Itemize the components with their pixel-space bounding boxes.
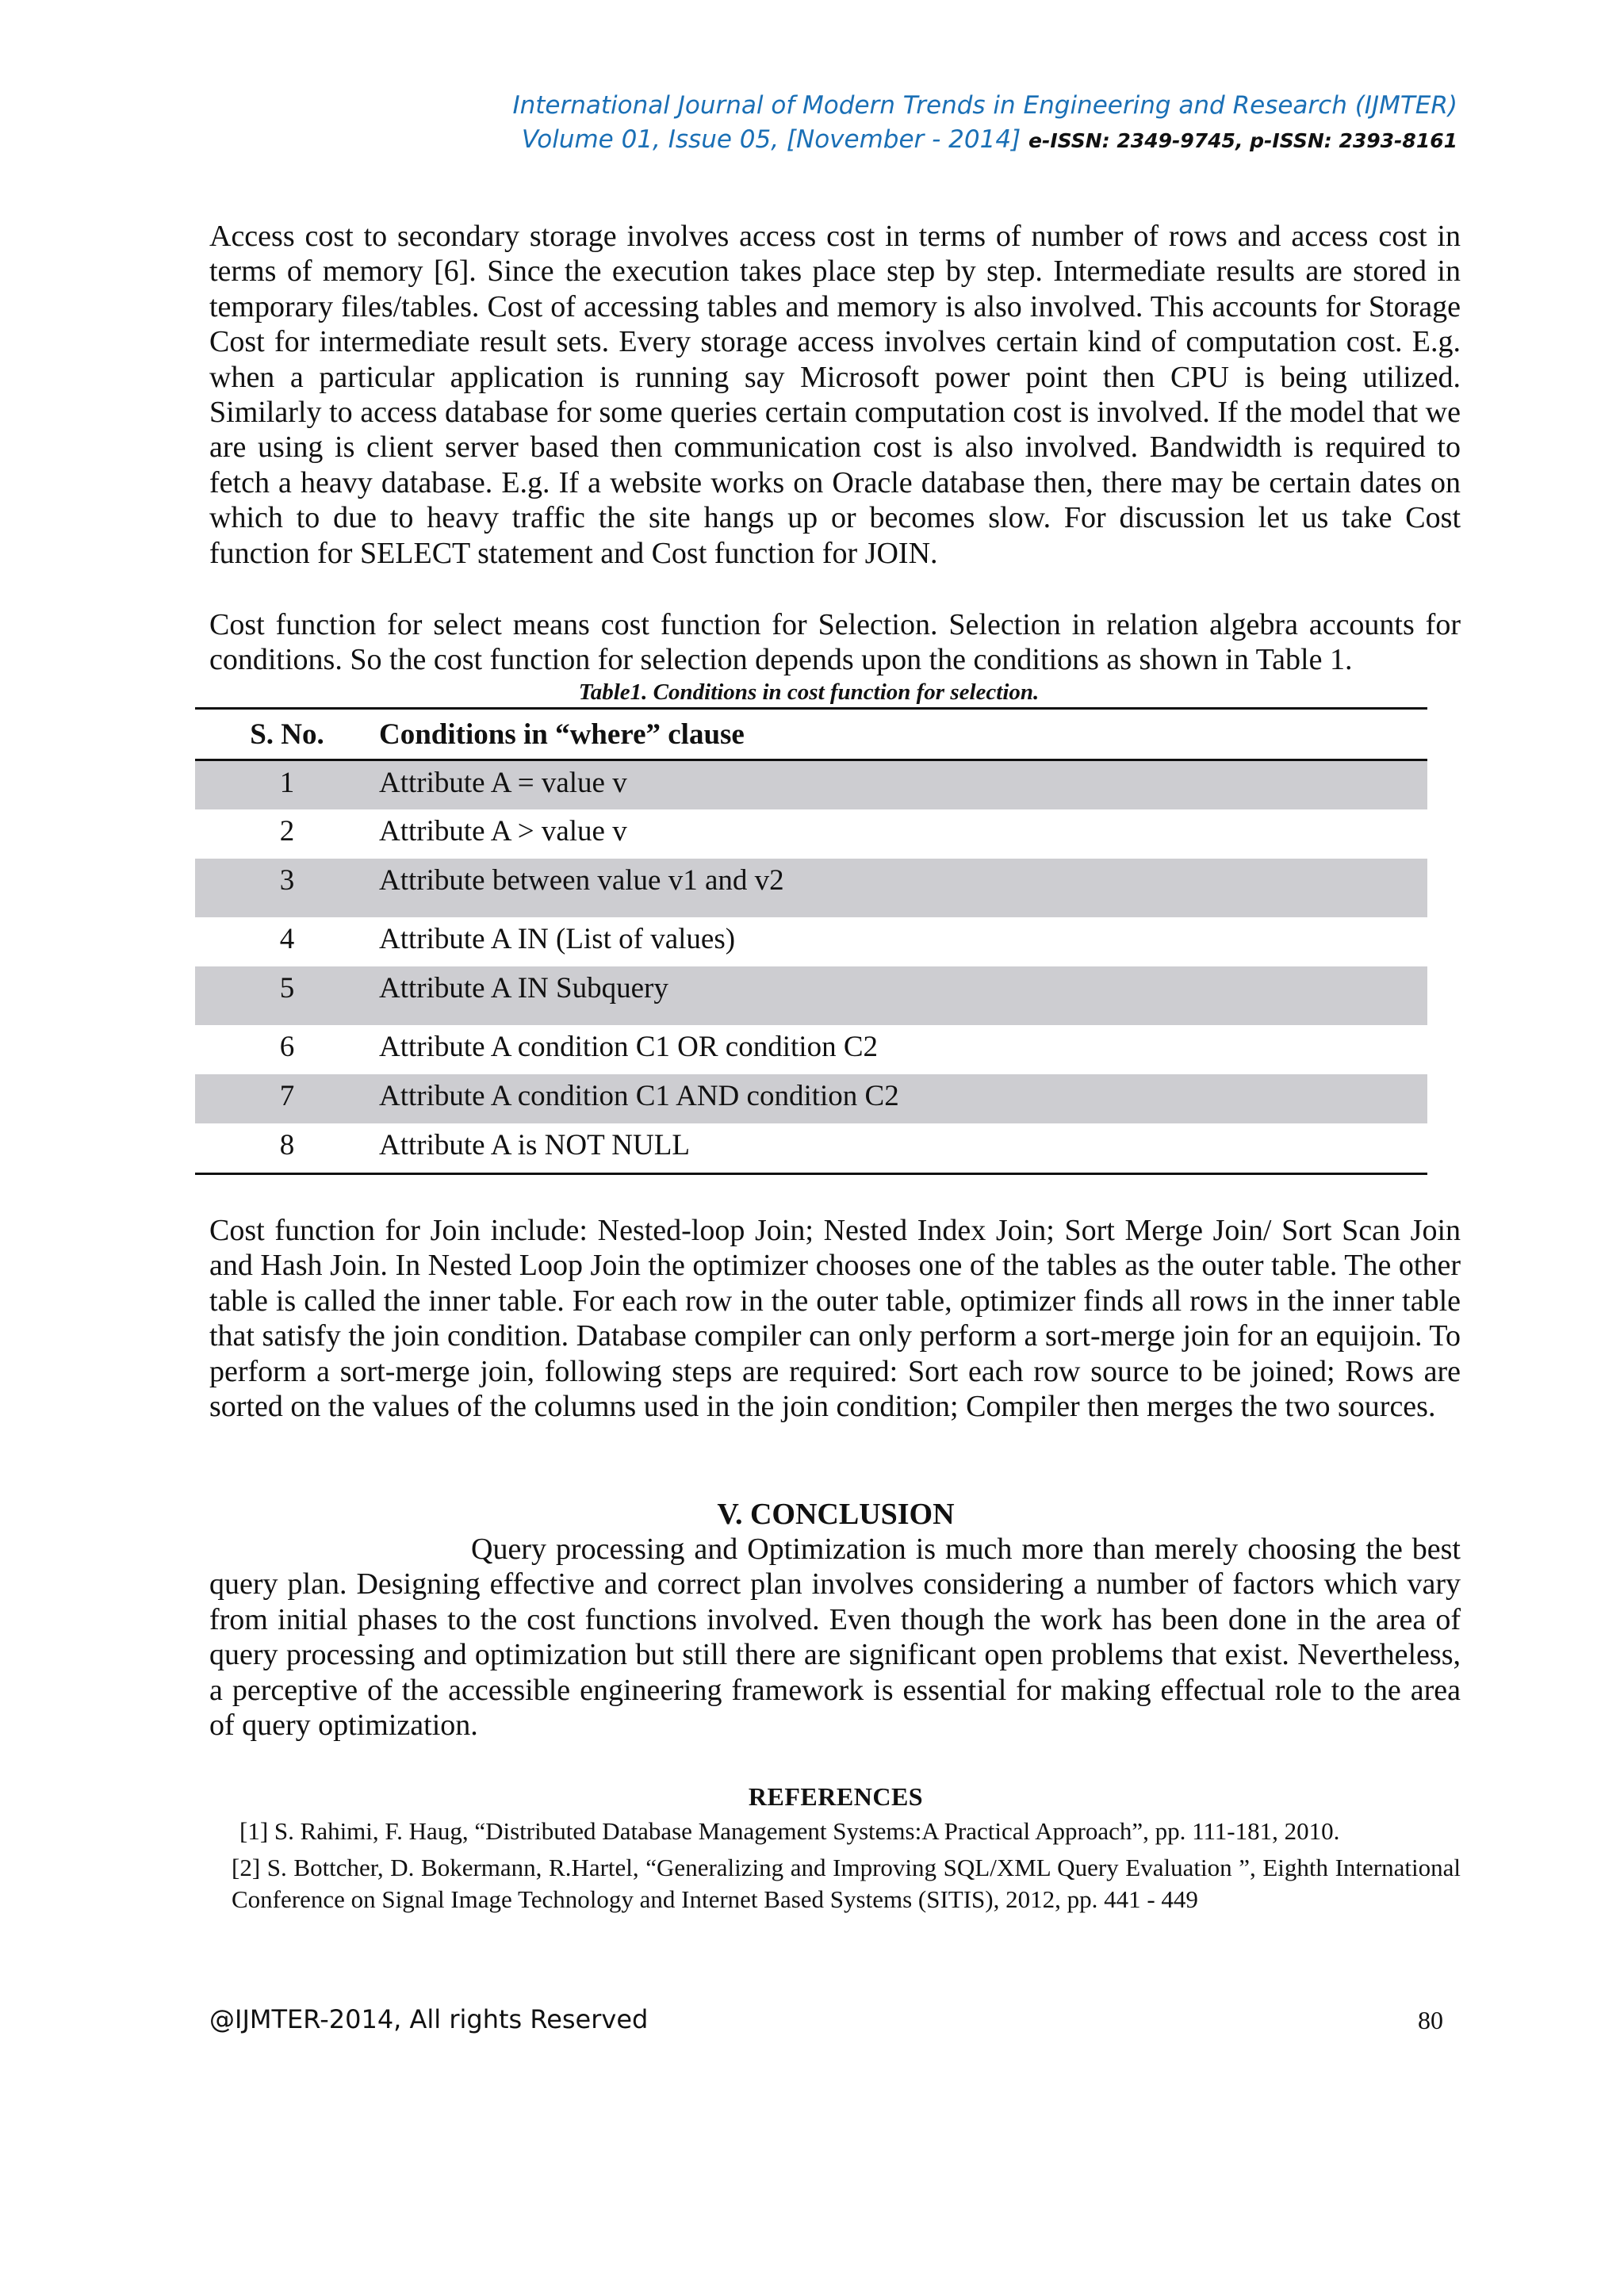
table-row [195, 809, 1427, 859]
table-row [195, 1074, 1427, 1123]
journal-volume-line [512, 123, 1457, 158]
paragraph-text: Query processing and Optimization is much more than merely choosing the best query plan. Designing effective and correct plan involves considering a number of factors which vary from initial phases to the cost functions involved. Even though the work has been done in the area of query processing and optimization but still there are significant open problems that exist. Nevertheless, a perceptive of the accessible engineering framework is essential for making effectual role to the area of query optimization. [209, 1533, 1461, 1743]
journal-volume: Volume 01, Issue 05, [November - 2014] [521, 125, 1021, 154]
conditions-table [195, 707, 1427, 1175]
cell-condition: Attribute A condition C1 OR condition C2 [379, 1030, 878, 1063]
reference-item: [2] S. Bottcher, D. Bokermann, R.Hartel, “Generalizing and Improving SQL/XML Query Evaluation ”, Eighth International Conference on Signal Image Technology and Internet Based Systems (SITIS), 2012, pp. 441 - 449 [232, 1854, 1461, 1913]
page-number: 80 [1418, 2006, 1443, 2034]
table-row [195, 859, 1427, 917]
cell-serial-number: 6 [279, 1030, 295, 1063]
cell-condition: Attribute between value v1 and v2 [379, 859, 1427, 917]
cell-serial-number: 7 [195, 1074, 379, 1123]
paragraph-join-cost [209, 1213, 1461, 1424]
cell-condition: Attribute A > value v [379, 814, 627, 848]
table-row [195, 1025, 1427, 1074]
cell-condition: Attribute A IN (List of values) [379, 922, 736, 955]
reference-item: [1] S. Rahimi, F. Haug, “Distributed Database Management Systems:A Practical Approach”, pp. 111-181, 2010. [239, 1817, 1340, 1845]
journal-issn: e-ISSN: 2349-9745, p-ISSN: 2393-8161 [1028, 129, 1457, 152]
paragraph-text: Cost function for Join include: Nested-loop Join; Nested Index Join; Sort Merge Join/ Sort Scan Join and Hash Join. In Nested Loop Join the optimizer chooses one of the tables as the outer table. The other table is called the inner table. For each row in the outer table, optimizer finds all rows in the inner table that satisfy the join condition. Database compiler can only perform a sort-merge join for an equijoin. To perform a sort-merge join, following steps are required: Sort each row source to be joined; Rows are sorted on the values of the columns used in the join condition; Compiler then merges the two sources. [209, 1214, 1461, 1424]
cell-serial-number: 4 [279, 922, 295, 955]
references-title: REFERENCES [748, 1782, 924, 1811]
section-title-conclusion: V. CONCLUSION [717, 1498, 955, 1531]
paragraph-conclusion [209, 1532, 1461, 1743]
paragraph-select-cost [209, 607, 1461, 678]
cell-serial-number: 3 [195, 859, 379, 917]
journal-title: International Journal of Modern Trends in Engineering and Research (IJMTER) [512, 91, 1457, 120]
cell-condition: Attribute A = value v [379, 760, 1427, 809]
cell-condition: Attribute A is NOT NULL [379, 1123, 1427, 1174]
table-row [195, 917, 1427, 966]
header-serial-number: S. No. [195, 709, 379, 760]
footer-copyright: @IJMTER-2014, All rights Reserved [209, 2004, 649, 2034]
header-conditions: Conditions in “where” clause [379, 709, 1427, 760]
cell-serial-number: 8 [195, 1123, 379, 1174]
cell-condition: Attribute A condition C1 AND condition C2 [379, 1074, 1427, 1123]
references-list [232, 1816, 1461, 1920]
paragraph-storage-cost [209, 219, 1461, 571]
cell-condition: Attribute A IN Subquery [379, 966, 1427, 1025]
cell-serial-number: 1 [195, 760, 379, 809]
table-row [195, 1123, 1427, 1174]
cell-serial-number: 2 [279, 814, 295, 848]
paragraph-text: Cost function for select means cost function for Selection. Selection in relation algebra accounts for conditions. So the cost function for selection depends upon the conditions as shown in Table 1. [209, 608, 1461, 677]
table-caption: Table1. Conditions in cost function for selection. [578, 679, 1040, 705]
table-row [195, 760, 1427, 809]
table-row [195, 966, 1427, 1025]
table-header-row [195, 709, 1427, 760]
cell-serial-number: 5 [195, 966, 379, 1025]
paragraph-text: Access cost to secondary storage involves access cost in terms of number of rows and access cost in terms of memory [6]. Since the execution takes place step by step. Intermediate results are stored in temporary files/tables. Cost of accessing tables and memory is also involved. This accounts for Storage Cost for intermediate result sets. Every storage access involves certain kind of computation cost. E.g. when a particular application is running say Microsoft power point then CPU is being utilized. Similarly to access database for some queries certain computation cost is involved. If the model that we are using is client server based then communication cost is also involved. Bandwidth is required to fetch a heavy database. E.g. If a website works on Oracle database then, there may be certain dates on which to due to heavy traffic the site hangs up or becomes slow. For discussion let us take Cost function for SELECT statement and Cost function for JOIN. [209, 220, 1461, 570]
journal-header [512, 89, 1457, 158]
